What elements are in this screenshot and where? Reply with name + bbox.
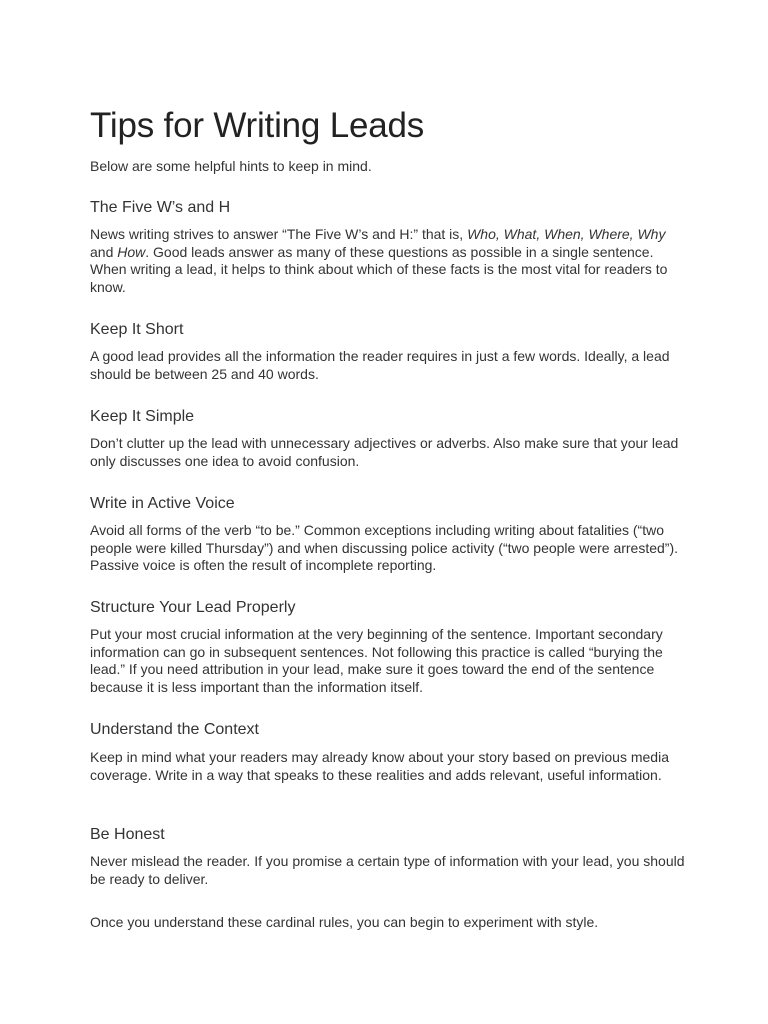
section-body-structure: Put your most crucial information at the very beginning of the sentence. Important secondary information can go in subsequent sentences. Not following this practice is called “burying the lead.” If you need attribution in your lead, make sure it goes toward the end of the sentence because it is less important than the information itself. bbox=[90, 626, 663, 695]
closing-paragraph: Once you understand these cardinal rules, you can begin to experiment with style. bbox=[90, 914, 599, 930]
section-body-five-ws bbox=[90, 226, 690, 296]
section-heading-keep-short: Keep It Short bbox=[90, 321, 184, 338]
section-heading-keep-simple: Keep It Simple bbox=[90, 408, 195, 425]
section-heading-five-ws: The Five W’s and H bbox=[90, 199, 231, 216]
document-title: Tips for Writing Leads bbox=[90, 106, 425, 145]
section-body-context: Keep in mind what your readers may already know about your story based on previous media coverage. Write in a way that speaks to these realities and adds relevant, useful information. bbox=[90, 749, 669, 783]
section-body-be-honest: Never mislead the reader. If you promise a certain type of information with your lead, you should be ready to deliver. bbox=[90, 853, 685, 887]
five-ws-text-end: . Good leads answer as many of these questions as possible in a single sentence. When writing a lead, it helps to think about which of these facts is the most vital for readers to know. bbox=[90, 243, 668, 295]
section-heading-active-voice: Write in Active Voice bbox=[90, 495, 235, 512]
intro-paragraph: Below are some helpful hints to keep in mind. bbox=[90, 158, 372, 174]
five-ws-italic-questions: Who, What, When, Where, Why bbox=[467, 226, 666, 242]
section-body-active-voice: Avoid all forms of the verb “to be.” Common exceptions including writing about fatalities (“two people were killed Thursday”) and when discussing police activity (“two people were arrested”). Passive voice is often the result of incomplete reporting. bbox=[90, 522, 679, 573]
section-body-keep-simple: Don’t clutter up the lead with unnecessary adjectives or adverbs. Also make sure that your lead only discusses one idea to avoid confusion. bbox=[90, 435, 679, 469]
section-heading-be-honest: Be Honest bbox=[90, 826, 165, 843]
five-ws-text-and: and bbox=[90, 243, 118, 260]
five-ws-text-start: News writing strives to answer “The Five W’s and H:” that is, bbox=[90, 226, 468, 242]
five-ws-italic-how: How bbox=[117, 243, 146, 260]
section-body-keep-short: A good lead provides all the information the reader requires in just a few words. Ideally, a lead should be between 25 and 40 words. bbox=[90, 348, 670, 382]
section-heading-structure: Structure Your Lead Properly bbox=[90, 599, 296, 616]
section-heading-context: Understand the Context bbox=[90, 721, 259, 738]
